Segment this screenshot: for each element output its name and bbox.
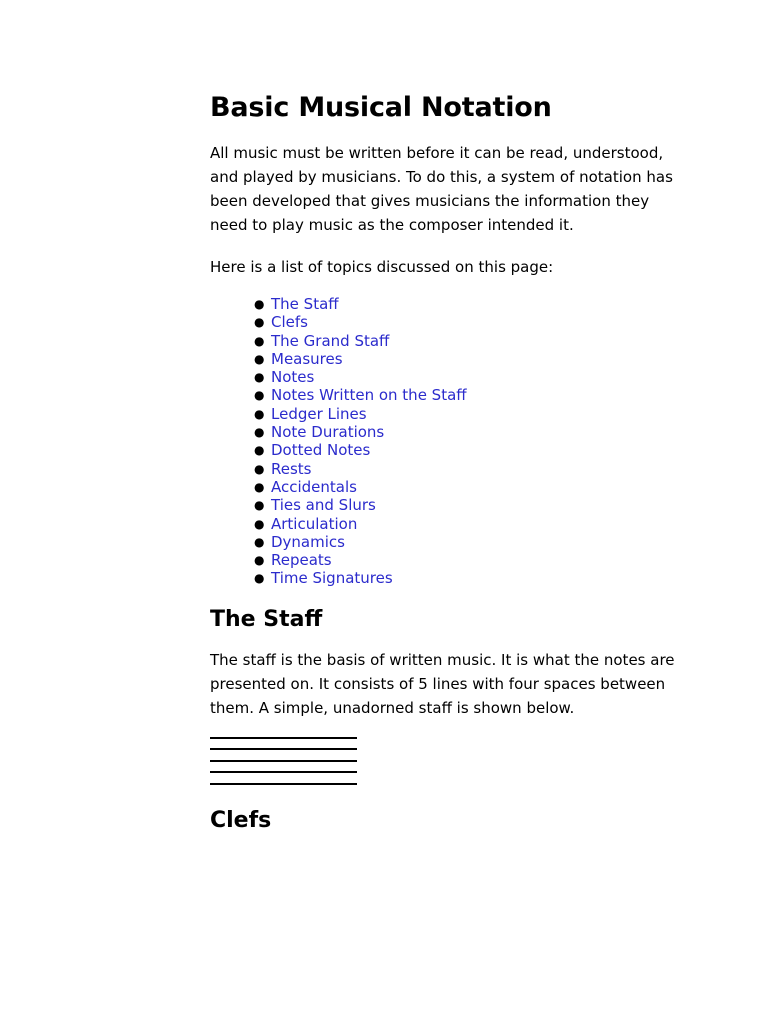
topic-link-ledger-lines[interactable]: Ledger Lines (271, 404, 367, 423)
topic-link-grand-staff[interactable]: The Grand Staff (271, 331, 390, 350)
topic-link-the-staff[interactable]: The Staff (271, 295, 339, 313)
list-item (252, 533, 690, 551)
bullet-icon: ● (254, 516, 265, 531)
bullet-icon: ● (254, 479, 265, 494)
staff-line (210, 760, 357, 762)
bullet-icon: ● (254, 534, 265, 549)
list-item (252, 332, 690, 350)
staff-line (210, 771, 357, 773)
intro-paragraph: All music must be written before it can be read, understood, and played by musicians. To do this, a system of notation has been developed that gives musicians the information they need to play music as the composer intended it. (210, 144, 673, 234)
list-item (252, 441, 690, 459)
bullet-icon: ● (254, 297, 265, 311)
list-item (252, 496, 690, 514)
topic-link-notes-on-staff[interactable]: Notes Written on the Staff (271, 386, 467, 405)
bullet-icon: ● (254, 406, 265, 421)
list-item (252, 313, 690, 331)
list-item (252, 295, 690, 313)
document-page (210, 88, 690, 837)
bullet-icon: ● (254, 443, 265, 458)
list-item (252, 551, 690, 569)
topic-link-note-durations[interactable]: Note Durations (271, 423, 385, 442)
topic-link-ties-and-slurs[interactable]: Ties and Slurs (271, 496, 376, 515)
staff-line (210, 783, 357, 785)
bullet-icon: ● (254, 315, 265, 330)
list-item (252, 405, 690, 423)
staff-paragraph: The staff is the basis of written music. It is what the notes are presented on. It consists of 5 lines with four spaces between them. A simple, unadorned staff is shown below. (210, 650, 675, 717)
bullet-icon: ● (254, 333, 265, 348)
topic-link-measures[interactable]: Measures (271, 349, 343, 368)
topic-link-accidentals[interactable]: Accidentals (271, 477, 357, 496)
bullet-icon: ● (254, 461, 265, 476)
bullet-icon: ● (254, 370, 265, 385)
topics-lead-text: Here is a list of topics discussed on this page: (210, 258, 554, 276)
topic-link-articulation[interactable]: Articulation (271, 514, 358, 533)
section-heading-clefs: Clefs (210, 807, 272, 833)
topic-link-clefs[interactable]: Clefs (271, 313, 308, 332)
list-item (252, 515, 690, 533)
bullet-icon: ● (254, 571, 265, 586)
bullet-icon: ● (254, 498, 265, 513)
bullet-icon: ● (254, 388, 265, 403)
topic-link-rests[interactable]: Rests (271, 459, 312, 478)
bullet-icon: ● (254, 425, 265, 440)
topic-link-dynamics[interactable]: Dynamics (271, 532, 345, 551)
list-item (252, 460, 690, 478)
staff-illustration (210, 737, 357, 787)
staff-line (210, 748, 357, 750)
bullet-icon: ● (254, 351, 265, 366)
list-item (252, 423, 690, 441)
bullet-icon: ● (254, 553, 265, 568)
topics-list (210, 295, 690, 588)
staff-line (210, 737, 357, 739)
topic-link-notes[interactable]: Notes (271, 368, 315, 387)
list-item (252, 569, 690, 587)
list-item (252, 478, 690, 496)
list-item (252, 386, 690, 404)
section-heading-staff: The Staff (210, 606, 323, 632)
topic-link-repeats[interactable]: Repeats (271, 551, 332, 570)
list-item (252, 350, 690, 368)
page-title: Basic Musical Notation (210, 92, 552, 123)
list-item (252, 368, 690, 386)
topic-link-time-signatures[interactable]: Time Signatures (271, 569, 393, 588)
topic-link-dotted-notes[interactable]: Dotted Notes (271, 441, 371, 460)
